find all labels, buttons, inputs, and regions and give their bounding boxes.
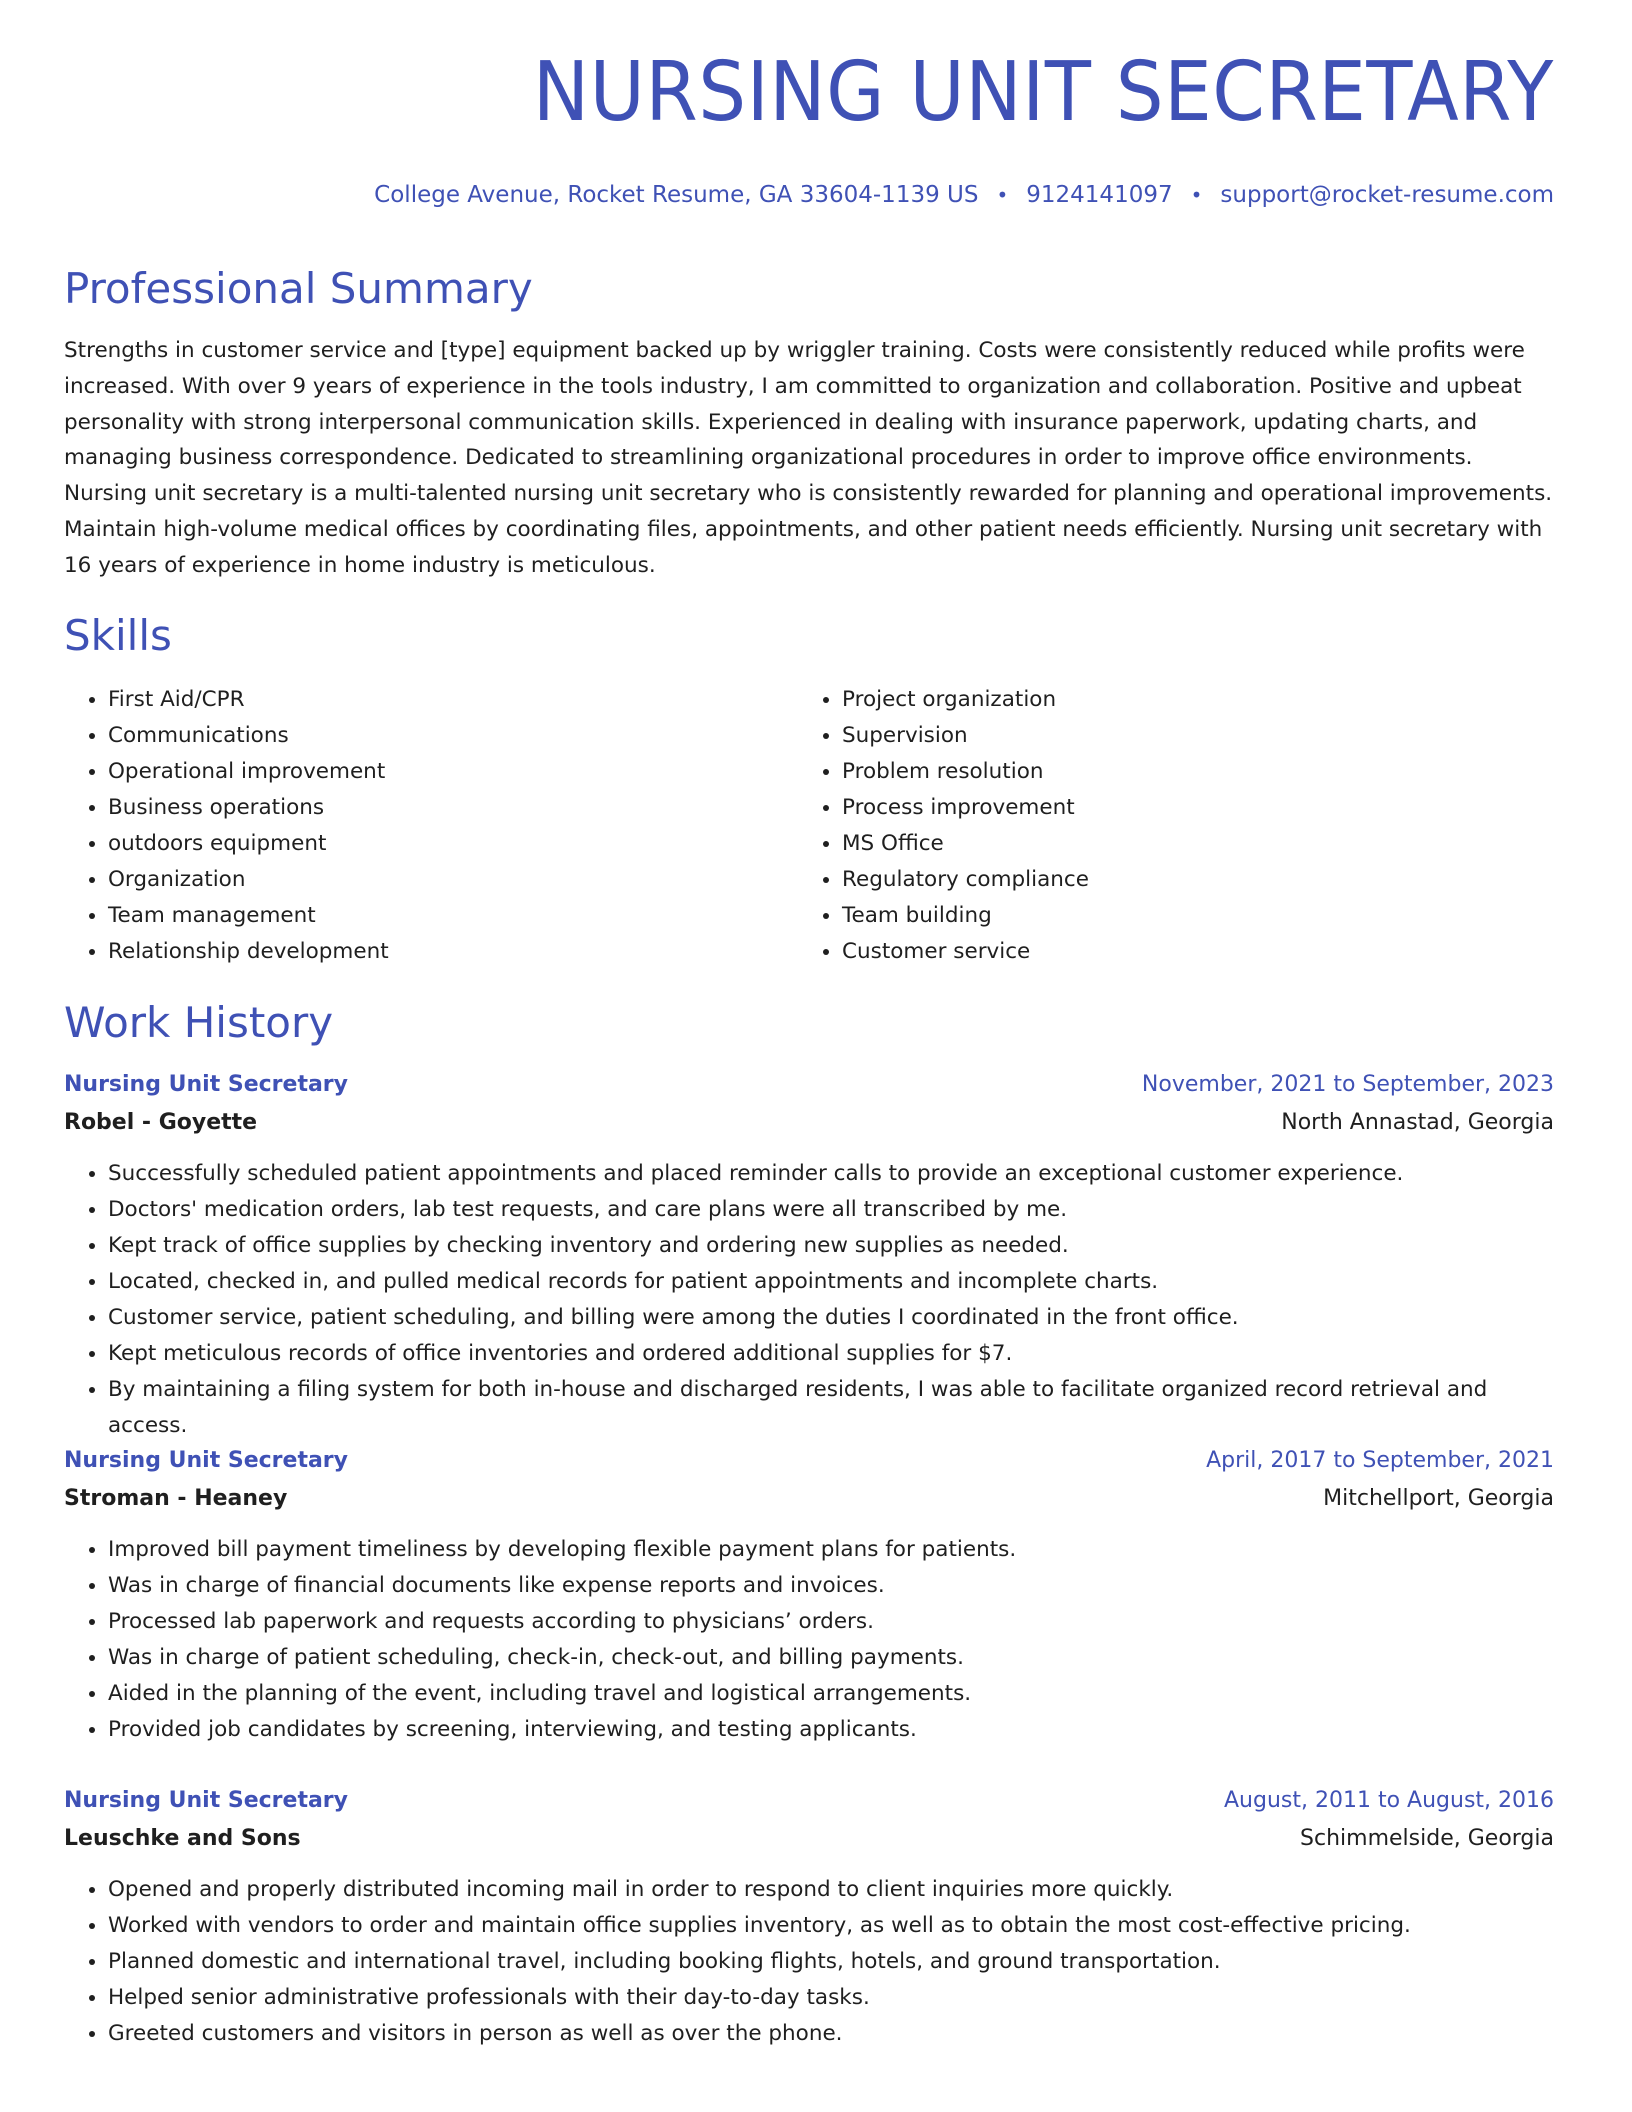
- contact-separator: •: [1190, 183, 1203, 207]
- job-bullet: • Customer service, patient scheduling, and billing were among the duties I coordinated in the front office.: [108, 1300, 1554, 1336]
- job-title: Nursing Unit Secretary: [64, 1788, 349, 1813]
- work-history-heading: Work History: [64, 998, 334, 1047]
- skills-column-left: [64, 682, 798, 970]
- job-header-row: [64, 1782, 1554, 1820]
- summary-text: Strengths in customer service and [type] equipment backed up by wriggler training. Costs were consistently reduced while profits were increased. With over 9 years of experience in the tools industry, I am committed to organization and collaboration. Positive and upbeat personality with strong interpersonal communication skills. Experienced in dealing with insurance paperwork, updating charts, and managing business correspondence. Dedicated to streamlining organizational procedures in order to improve office environments. Nursing unit secretary is a multi-talented nursing unit secretary who is consistently rewarded for planning and operational improvements. Maintain high-volume medical offices by coordinating files, appointments, and other patient needs efficiently. Nursing unit secretary with 16 years of experience in home industry is meticulous.: [64, 338, 1553, 578]
- skills-heading: Skills: [64, 611, 172, 660]
- job-title: Nursing Unit Secretary: [64, 1072, 349, 1097]
- job-bullet: • Aided in the planning of the event, including travel and logistical arrangements.: [108, 1676, 1554, 1712]
- skill-item: • Team management: [108, 898, 798, 934]
- skill-item: • outdoors equipment: [108, 826, 798, 862]
- skill-item: • Problem resolution: [842, 754, 1532, 790]
- job-bullet: • Opened and properly distributed incoming mail in order to respond to client inquiries more quickly.: [108, 1872, 1554, 1908]
- contact-separator: •: [996, 183, 1009, 207]
- contact-line: [374, 182, 1554, 208]
- job-bullets: [64, 1872, 1554, 2052]
- job-header-row: [64, 1442, 1554, 1480]
- job-bullet: • Improved bill payment timeliness by developing flexible payment plans for patients.: [108, 1532, 1554, 1568]
- job-location: Schimmelside, Georgia: [1300, 1826, 1554, 1851]
- job-bullet: • Doctors' medication orders, lab test requests, and care plans were all transcribed by me.: [108, 1192, 1554, 1228]
- skill-item: • MS Office: [842, 826, 1532, 862]
- job-entry: [64, 1782, 1554, 2052]
- job-location: North Annastad, Georgia: [1281, 1110, 1554, 1135]
- job-bullet: • Provided job candidates by screening, interviewing, and testing applicants.: [108, 1712, 1554, 1748]
- skill-item: • Regulatory compliance: [842, 862, 1532, 898]
- skills-column-right: [798, 682, 1532, 970]
- skill-item: • Business operations: [108, 790, 798, 826]
- job-bullet: • Planned domestic and international travel, including booking flights, hotels, and ground transportation.: [108, 1944, 1554, 1980]
- job-bullet: • By maintaining a filing system for both in-house and discharged residents, I was able to facilitate organized record retrieval and access.: [108, 1372, 1554, 1444]
- job-bullet: • Kept meticulous records of office inventories and ordered additional supplies for $7.: [108, 1336, 1554, 1372]
- job-bullet: • Greeted customers and visitors in person as well as over the phone.: [108, 2016, 1554, 2052]
- skill-item: • Team building: [842, 898, 1532, 934]
- job-bullet: • Worked with vendors to order and maintain office supplies inventory, as well as to obtain the most cost-effective pricing.: [108, 1908, 1554, 1944]
- job-company: Robel - Goyette: [64, 1110, 258, 1135]
- skills-list: [64, 682, 1554, 970]
- job-bullet: • Was in charge of patient scheduling, check-in, check-out, and billing payments.: [108, 1640, 1554, 1676]
- skill-item: • Organization: [108, 862, 798, 898]
- job-bullets: [64, 1532, 1554, 1748]
- job-entry: [64, 1066, 1554, 1444]
- skill-item: • Relationship development: [108, 934, 798, 970]
- job-dates: August, 2011 to August, 2016: [1224, 1788, 1554, 1813]
- contact-phone: 9124141097: [1026, 182, 1173, 208]
- job-dates: April, 2017 to September, 2021: [1206, 1448, 1554, 1473]
- skill-item: • Supervision: [842, 718, 1532, 754]
- skill-item: • Communications: [108, 718, 798, 754]
- job-bullet: • Located, checked in, and pulled medical records for patient appointments and incomplete charts.: [108, 1264, 1554, 1300]
- skill-item: • First Aid/CPR: [108, 682, 798, 718]
- job-bullet: • Successfully scheduled patient appointments and placed reminder calls to provide an exceptional customer experience.: [108, 1156, 1554, 1192]
- job-company-row: [64, 1104, 1554, 1142]
- job-dates: November, 2021 to September, 2023: [1141, 1072, 1554, 1097]
- job-bullet: • Kept track of office supplies by checking inventory and ordering new supplies as needed.: [108, 1228, 1554, 1264]
- job-company-row: [64, 1480, 1554, 1518]
- job-company: Leuschke and Sons: [64, 1826, 301, 1851]
- job-entry: [64, 1442, 1554, 1748]
- job-company-row: [64, 1820, 1554, 1858]
- candidate-name: NURSING UNIT SECRETARY: [533, 45, 1554, 140]
- job-company: Stroman - Heaney: [64, 1486, 288, 1511]
- summary-heading: Professional Summary: [64, 264, 533, 313]
- skill-item: • Operational improvement: [108, 754, 798, 790]
- skill-item: • Customer service: [842, 934, 1532, 970]
- contact-email: support@rocket-resume.com: [1220, 182, 1554, 208]
- job-bullets: [64, 1156, 1554, 1444]
- contact-address: College Avenue, Rocket Resume, GA 33604-1139 US: [374, 182, 979, 208]
- skill-item: • Project organization: [842, 682, 1532, 718]
- job-bullet: • Was in charge of financial documents like expense reports and invoices.: [108, 1568, 1554, 1604]
- skill-item: • Process improvement: [842, 790, 1532, 826]
- job-title: Nursing Unit Secretary: [64, 1448, 349, 1473]
- job-bullet: • Processed lab paperwork and requests according to physicians’ orders.: [108, 1604, 1554, 1640]
- job-location: Mitchellport, Georgia: [1323, 1486, 1554, 1511]
- job-header-row: [64, 1066, 1554, 1104]
- job-bullet: • Helped senior administrative professionals with their day-to-day tasks.: [108, 1980, 1554, 2016]
